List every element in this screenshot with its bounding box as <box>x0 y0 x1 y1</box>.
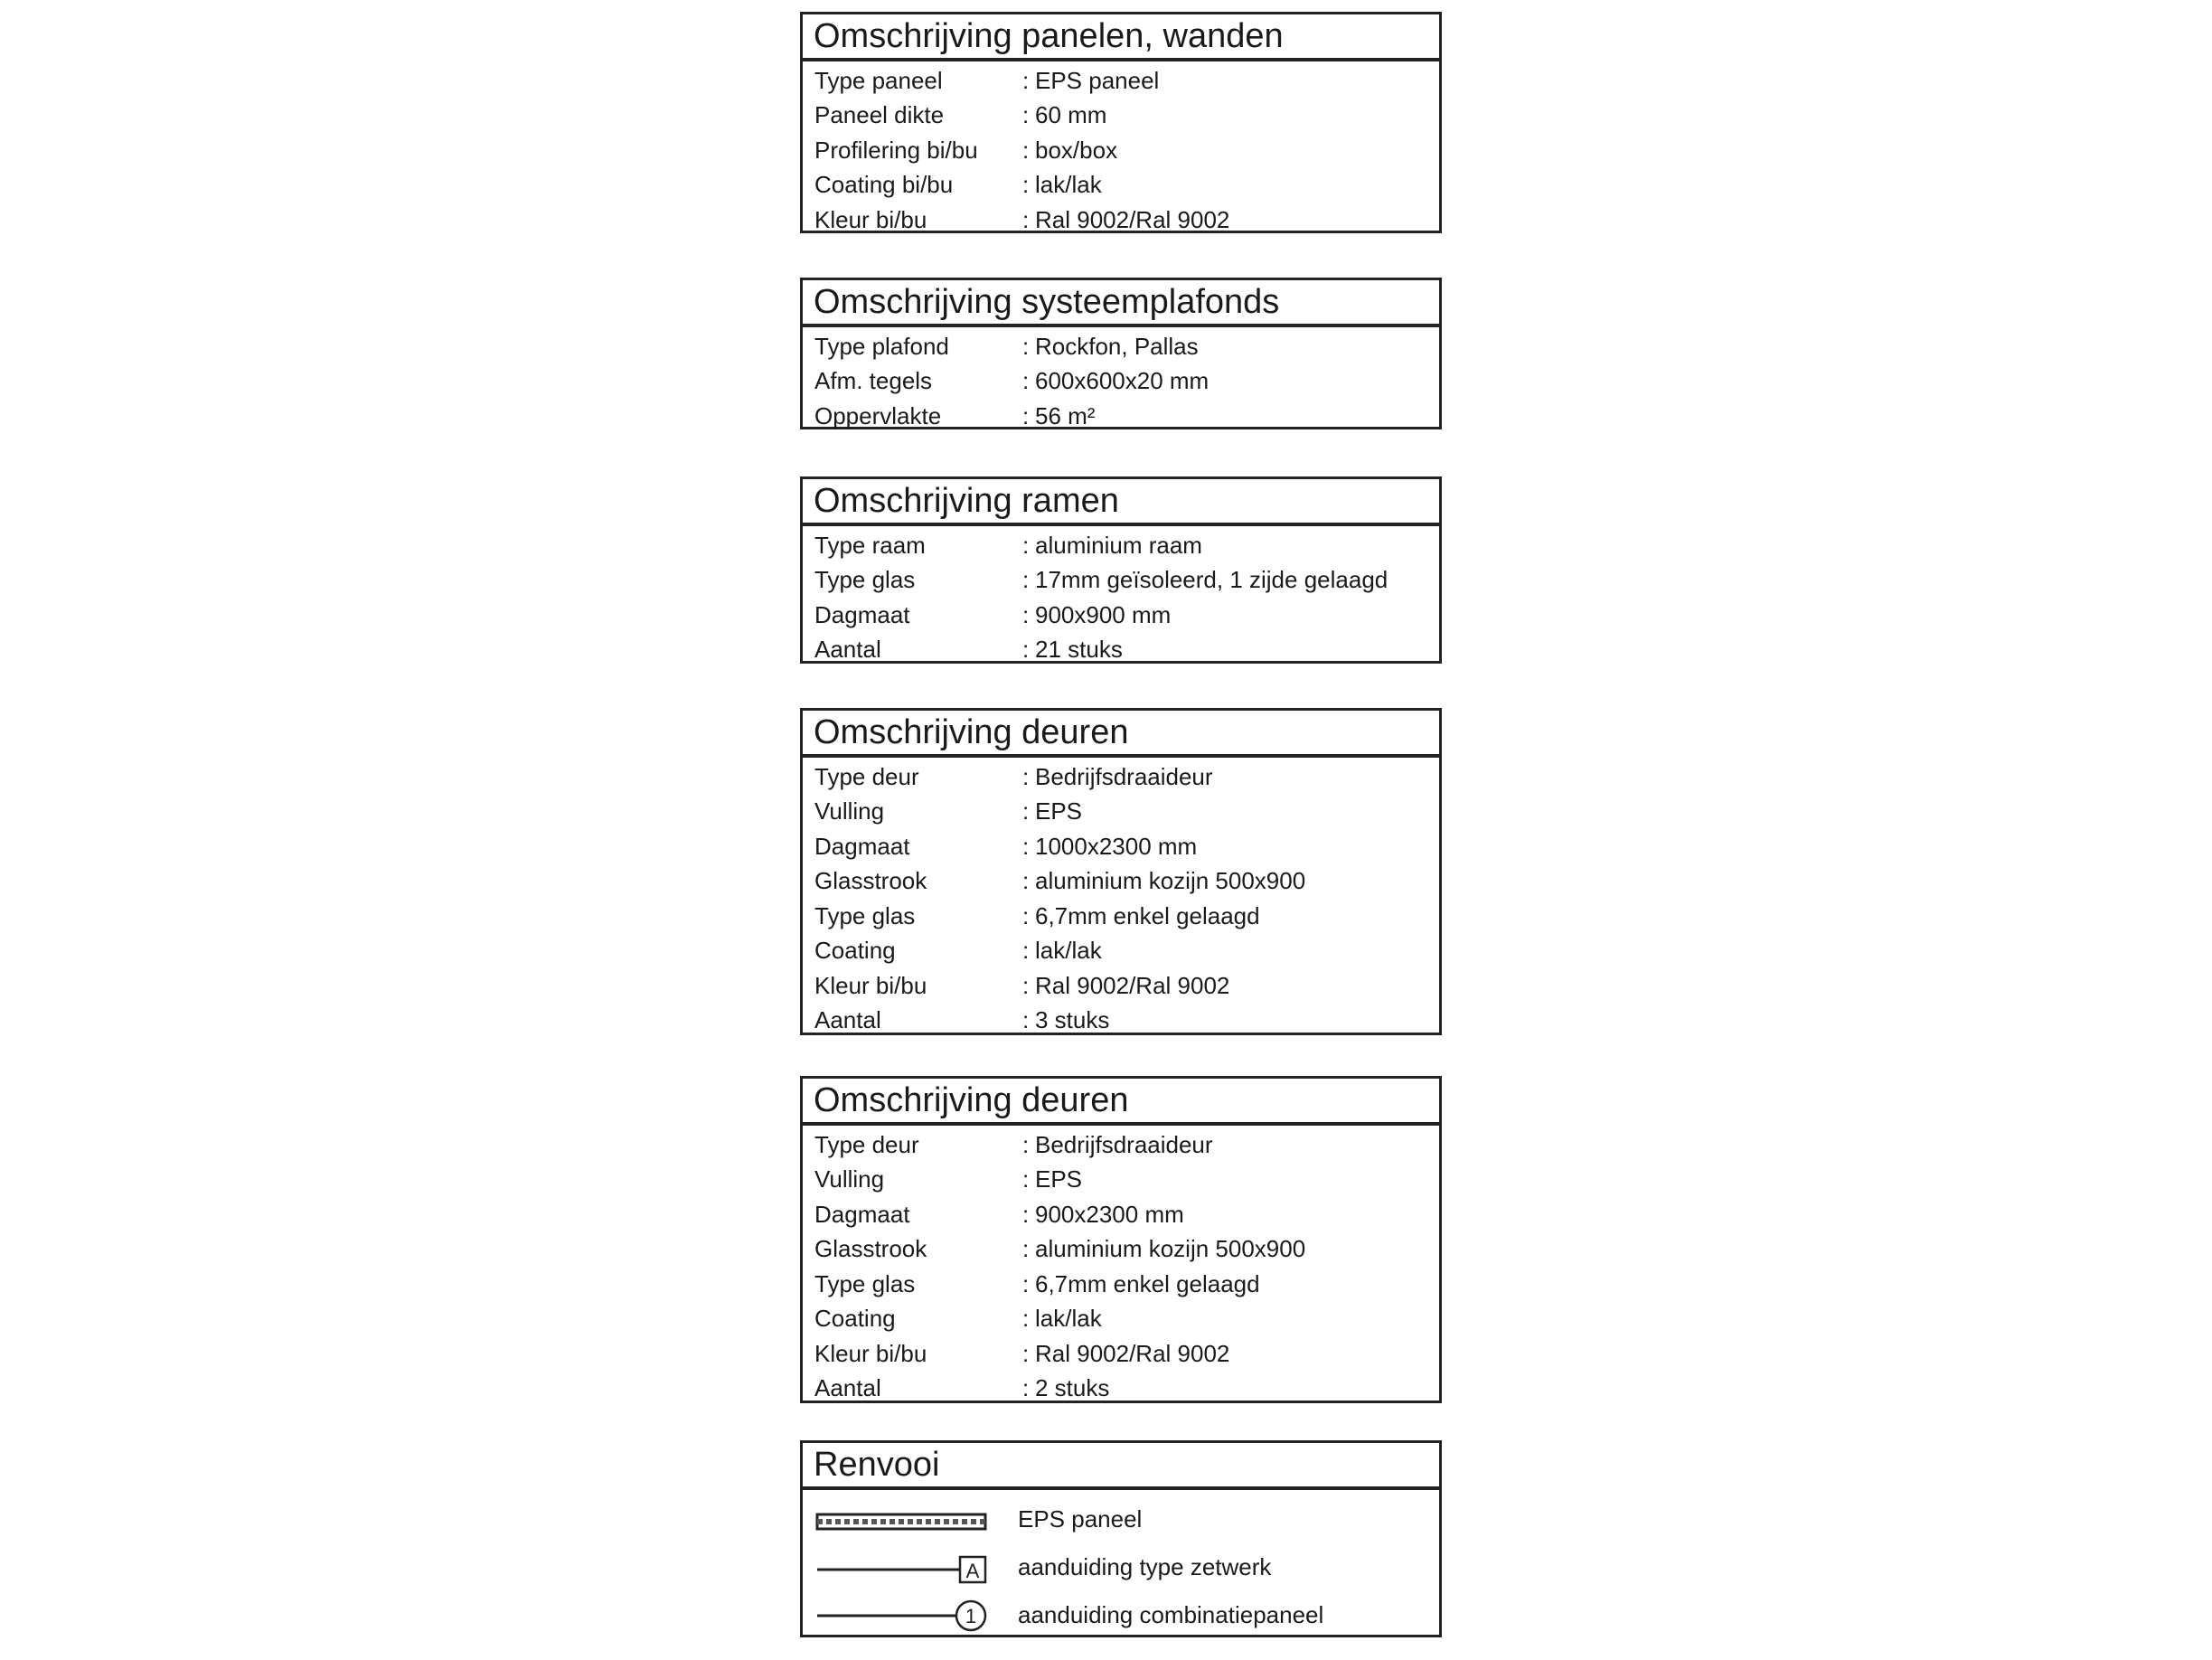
line-with-number-circle-icon <box>815 1599 987 1633</box>
spec-label: Dagmaat <box>814 1200 910 1228</box>
spec-label: Type raam <box>814 531 926 559</box>
spec-separator: : <box>1022 1200 1030 1228</box>
spec-row <box>814 633 1439 668</box>
spec-row <box>814 1267 1439 1302</box>
spec-row <box>814 364 1439 400</box>
spec-value: 21 stuks <box>1035 636 1123 664</box>
legend-list <box>803 1490 1439 1639</box>
spec-value: aluminium kozijn 500x900 <box>1035 1235 1306 1263</box>
spec-row <box>814 795 1439 830</box>
spec-separator: : <box>1022 762 1030 790</box>
spec-separator: : <box>1022 66 1030 94</box>
spec-separator: : <box>1022 1006 1030 1034</box>
spec-label: Glasstrook <box>814 1235 927 1263</box>
spec-separator: : <box>1022 566 1030 594</box>
doors-section-1 <box>800 708 1442 1035</box>
spec-row <box>814 63 1439 99</box>
section-title: Omschrijving deuren <box>803 1079 1439 1126</box>
spec-row <box>814 934 1439 969</box>
spec-label: Vulling <box>814 1165 885 1193</box>
spec-row <box>814 1163 1439 1198</box>
spec-label: Paneel dikte <box>814 101 945 129</box>
spec-separator: : <box>1022 401 1030 429</box>
spec-separator: : <box>1022 101 1030 129</box>
spec-label: Type glas <box>814 1269 916 1297</box>
spec-value: Ral 9002/Ral 9002 <box>1035 205 1230 233</box>
spec-label: Glasstrook <box>814 867 927 895</box>
spec-row <box>814 563 1439 599</box>
legend-number: 1 <box>965 1605 977 1627</box>
spec-label: Coating <box>814 1305 896 1333</box>
spec-row <box>814 968 1439 1004</box>
line-with-letter-box-icon <box>815 1551 987 1585</box>
spec-value: 900x2300 mm <box>1035 1200 1184 1228</box>
spec-value: EPS <box>1035 797 1083 825</box>
spec-label: Type plafond <box>814 332 949 360</box>
spec-row <box>814 203 1439 238</box>
spec-value: Bedrijfsdraaideur <box>1035 1130 1213 1158</box>
spec-label: Type deur <box>814 762 919 790</box>
spec-value: 3 stuks <box>1035 1006 1110 1034</box>
doors-section-2 <box>800 1076 1442 1403</box>
legend-title: Renvooi <box>803 1443 1439 1490</box>
spec-label: Coating <box>814 937 896 965</box>
spec-value: box/box <box>1035 136 1118 164</box>
spec-row <box>814 329 1439 364</box>
spec-row <box>814 1197 1439 1232</box>
spec-value: lak/lak <box>1035 1305 1102 1333</box>
legend-letter: A <box>965 1560 980 1582</box>
ceiling-systems-section <box>800 278 1442 429</box>
spec-label: Oppervlakte <box>814 401 942 429</box>
spec-list <box>803 61 1439 238</box>
section-title: Omschrijving ramen <box>803 479 1439 526</box>
spec-label: Kleur bi/bu <box>814 971 927 999</box>
spec-row <box>814 829 1439 864</box>
legend-section <box>800 1440 1442 1637</box>
spec-list <box>803 758 1439 1038</box>
spec-separator: : <box>1022 205 1030 233</box>
spec-value: 6,7mm enkel gelaagd <box>1035 901 1260 929</box>
spec-label: Kleur bi/bu <box>814 205 927 233</box>
spec-value: EPS paneel <box>1035 66 1160 94</box>
spec-separator: : <box>1022 367 1030 395</box>
spec-row <box>814 899 1439 934</box>
spec-label: Vulling <box>814 797 885 825</box>
spec-list <box>803 327 1439 434</box>
spec-value: aluminium raam <box>1035 531 1202 559</box>
spec-value: 600x600x20 mm <box>1035 367 1210 395</box>
windows-section <box>800 476 1442 664</box>
spec-label: Aantal <box>814 1006 881 1034</box>
spec-value: Rockfon, Pallas <box>1035 332 1199 360</box>
section-title: Omschrijving deuren <box>803 711 1439 758</box>
spec-separator: : <box>1022 867 1030 895</box>
legend-item <box>803 1543 1439 1591</box>
spec-label: Dagmaat <box>814 600 910 628</box>
spec-separator: : <box>1022 937 1030 965</box>
spec-separator: : <box>1022 136 1030 164</box>
spec-value: Ral 9002/Ral 9002 <box>1035 971 1230 999</box>
spec-row <box>814 1372 1439 1407</box>
spec-label: Type glas <box>814 901 916 929</box>
spec-row <box>814 399 1439 434</box>
spec-separator: : <box>1022 971 1030 999</box>
panels-walls-section <box>800 12 1442 233</box>
spec-separator: : <box>1022 1269 1030 1297</box>
spec-row <box>814 1302 1439 1337</box>
spec-separator: : <box>1022 901 1030 929</box>
spec-separator: : <box>1022 832 1030 860</box>
spec-value: 900x900 mm <box>1035 600 1172 628</box>
eps-panel-hatch-icon <box>815 1503 987 1537</box>
spec-separator: : <box>1022 332 1030 360</box>
spec-separator: : <box>1022 1339 1030 1367</box>
spec-list <box>803 1126 1439 1406</box>
spec-value: lak/lak <box>1035 171 1102 199</box>
spec-value: 2 stuks <box>1035 1374 1110 1402</box>
spec-separator: : <box>1022 531 1030 559</box>
spec-value: Bedrijfsdraaideur <box>1035 762 1213 790</box>
spec-row <box>814 528 1439 563</box>
legend-item <box>803 1495 1439 1543</box>
spec-value: EPS <box>1035 1165 1083 1193</box>
spec-label: Aantal <box>814 1374 881 1402</box>
spec-label: Type deur <box>814 1130 919 1158</box>
legend-item <box>803 1591 1439 1639</box>
spec-value: 6,7mm enkel gelaagd <box>1035 1269 1260 1297</box>
spec-value: 60 mm <box>1035 101 1107 129</box>
section-title: Omschrijving panelen, wanden <box>803 14 1439 61</box>
spec-separator: : <box>1022 600 1030 628</box>
spec-value: 56 m² <box>1035 401 1096 429</box>
spec-list <box>803 526 1439 667</box>
spec-separator: : <box>1022 636 1030 664</box>
spec-row <box>814 1127 1439 1163</box>
spec-separator: : <box>1022 1235 1030 1263</box>
spec-row <box>814 1336 1439 1372</box>
spec-separator: : <box>1022 1305 1030 1333</box>
spec-label: Afm. tegels <box>814 367 933 395</box>
spec-row <box>814 598 1439 633</box>
spec-separator: : <box>1022 797 1030 825</box>
spec-value: lak/lak <box>1035 937 1102 965</box>
spec-separator: : <box>1022 171 1030 199</box>
spec-separator: : <box>1022 1374 1030 1402</box>
spec-row <box>814 759 1439 795</box>
spec-label: Profilering bi/bu <box>814 136 978 164</box>
spec-row <box>814 133 1439 168</box>
spec-separator: : <box>1022 1165 1030 1193</box>
spec-row <box>814 99 1439 134</box>
spec-value: 1000x2300 mm <box>1035 832 1198 860</box>
spec-separator: : <box>1022 1130 1030 1158</box>
section-title: Omschrijving systeemplafonds <box>803 280 1439 327</box>
legend-item-text: aanduiding combinatiepaneel <box>1018 1601 1324 1628</box>
spec-label: Type glas <box>814 566 916 594</box>
spec-row <box>814 864 1439 900</box>
spec-value: aluminium kozijn 500x900 <box>1035 867 1306 895</box>
spec-label: Type paneel <box>814 66 943 94</box>
spec-value: Ral 9002/Ral 9002 <box>1035 1339 1230 1367</box>
spec-label: Aantal <box>814 636 881 664</box>
spec-row <box>814 1232 1439 1268</box>
spec-label: Dagmaat <box>814 832 910 860</box>
spec-row <box>814 1004 1439 1039</box>
spec-row <box>814 168 1439 203</box>
legend-item-text: EPS paneel <box>1018 1505 1143 1533</box>
legend-item-text: aanduiding type zetwerk <box>1018 1553 1272 1580</box>
spec-label: Kleur bi/bu <box>814 1339 927 1367</box>
spec-value: 17mm geïsoleerd, 1 zijde gelaagd <box>1035 566 1388 594</box>
spec-label: Coating bi/bu <box>814 171 954 199</box>
